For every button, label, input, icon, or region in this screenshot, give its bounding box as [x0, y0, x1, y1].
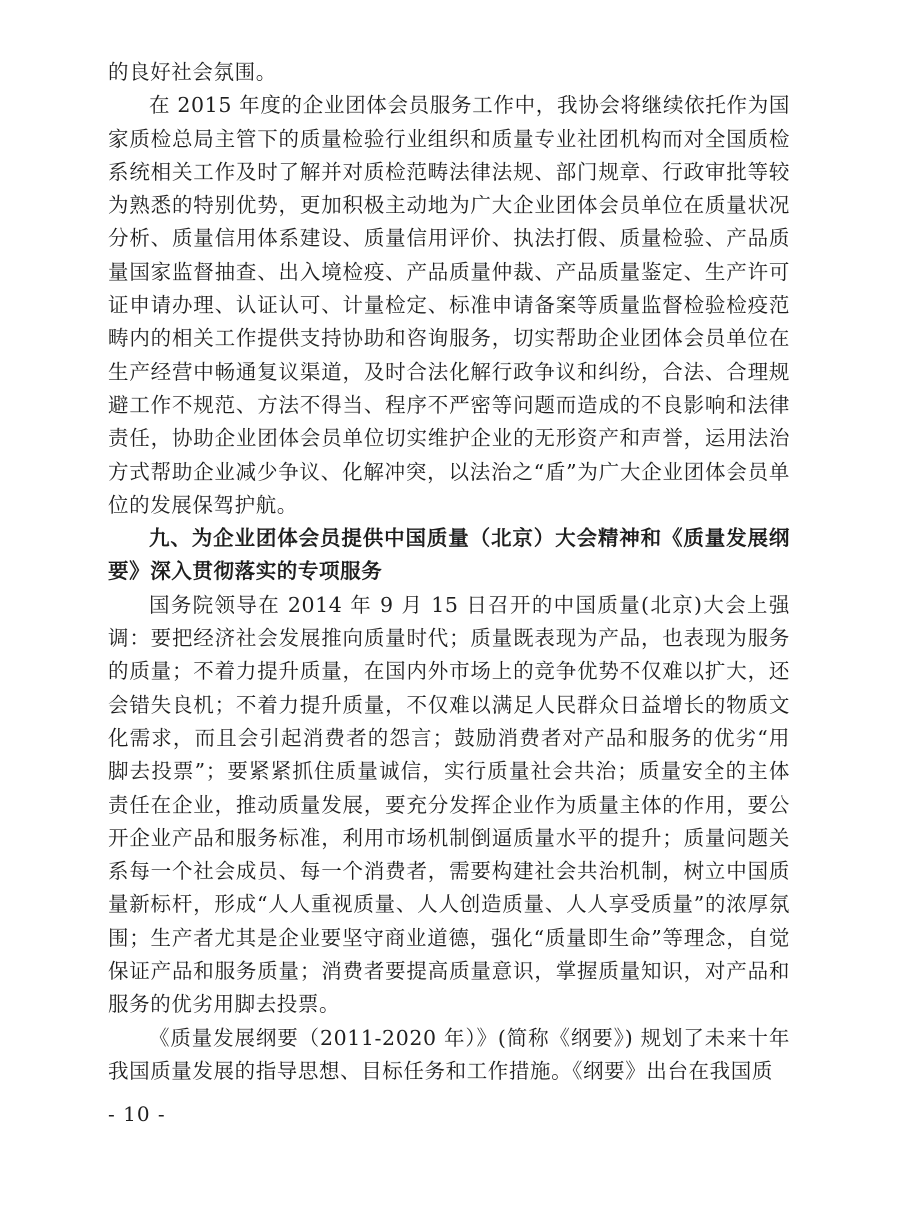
- page-number: - 10 -: [108, 1102, 166, 1126]
- paragraph-quality-outline: 《质量发展纲要（2011-2020 年）》(简称《纲要》) 规划了未来十年我国质量发展的指导思想、目标任务和工作措施。《纲要》出台在我国质: [108, 1025, 790, 1083]
- paragraph-quality-conference: 国务院领导在 2014 年 9 月 15 日召开的中国质量(北京)大会上强调：要把经济社会发展推向质量时代；质量既表现为产品，也表现为服务的质量；不着力提升质量，在国内外市场上的竞争优势不仅难以扩大，还会错失良机；不着力提升质量，不仅难以满足人民群众日益增长的物质文化需求，而且会引起消费者的怨言；鼓励消费者对产品和服务的优劣“用脚去投票”；要紧紧抓住质量诚信，实行质量社会共治；质量安全的主体责任在企业，推动质量发展，要充分发挥企业作为质量主体的作用，要公开企业产品和服务标准，利用市场机制倒逼质量水平的提升；质量问题关系每一个社会成员、每一个消费者，需要构建社会共治机制，树立中国质量新标杆，形成“人人重视质量、人人创造质量、人人享受质量”的浓厚氛围；生产者尤其是企业要坚守商业道德，强化“质量即生命”等理念，自觉保证产品和服务质量；消费者要提高质量意识，掌握质量知识，对产品和服务的优劣用脚去投票。: [108, 592, 790, 1017]
- paragraph-2015-service: 在 2015 年度的企业团体会员服务工作中，我协会将继续依托作为国家质检总局主管下的质量检验行业组织和质量专业社团机构而对全国质检系统相关工作及时了解并对质检范畴法律法规、部门规章、行政审批等较为熟悉的特别优势，更加积极主动地为广大企业团体会员单位在质量状况分析、质量信用体系建设、质量信用评价、执法打假、质量检验、产品质量国家监督抽查、出入境检疫、产品质量仲裁、产品质量鉴定、生产许可证申请办理、认证认可、计量检定、标准申请备案等质量监督检验检疫范畴内的相关工作提供支持协助和咨询服务，切实帮助企业团体会员单位在生产经营中畅通复议渠道，及时合法化解行政争议和纠纷，合法、合理规避工作不规范、方法不得当、程序不严密等问题而造成的不良影响和法律责任，协助企业团体会员单位切实维护企业的无形资产和声誉，运用法治方式帮助企业减少争议、化解冲突，以法治之“盾”为广大企业团体会员单位的发展保驾护航。: [108, 93, 790, 517]
- section-heading-nine: 九、为企业团体会员提供中国质量（北京）大会精神和《质量发展纲要》深入贯彻落实的专项服务: [108, 526, 790, 584]
- page-body: [108, 56, 790, 1088]
- paragraph-continuation: 的良好社会氛围。: [108, 60, 277, 84]
